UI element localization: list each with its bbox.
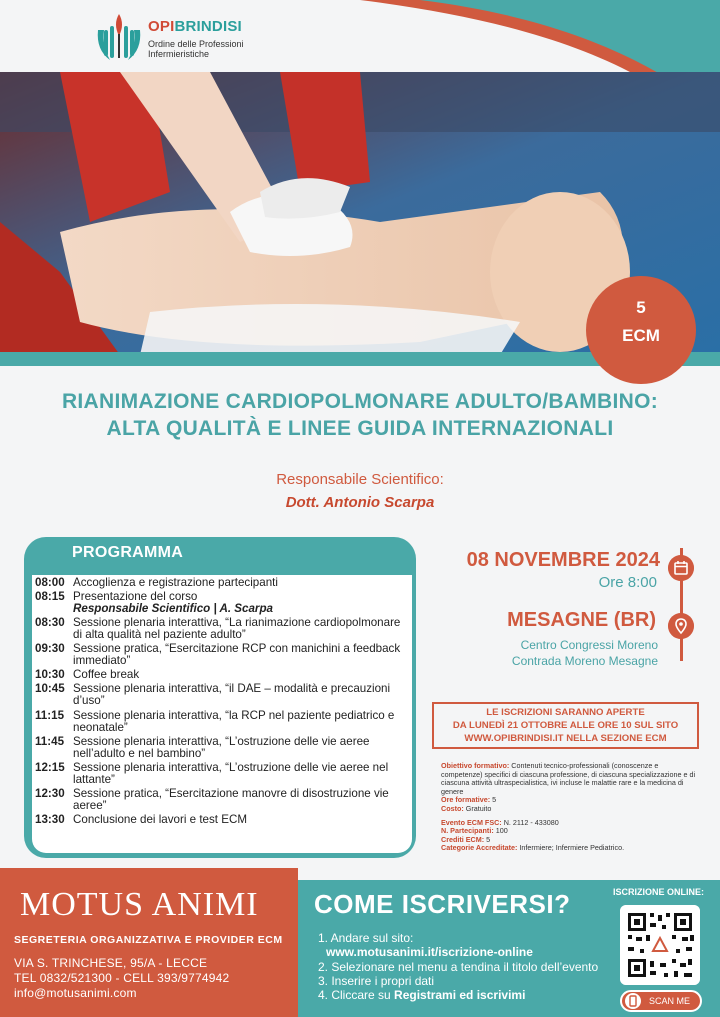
organizer-subtitle: SEGRETERIA ORGANIZZATIVA E PROVIDER ECM [14,934,283,946]
organizer-logo: MOTUS ANIMI [20,886,259,923]
phone-icon [625,993,641,1009]
responsible-name: Dott. Antonio Scarpa [285,494,435,511]
programme-item: 10:45 Sessione plenaria interattiva, “il DAE – modalità e precauzioni d’uso” [35,682,391,708]
online-label: ISCRIZIONE ONLINE: [613,887,705,897]
opi-logo [92,10,272,68]
responsible-label: Responsabile Scientifico: [276,471,444,488]
organizer-address: VIA S. TRINCHESE, 95/A - LECCE [14,956,208,970]
step-2: 2. Selezionare nel menu a tendina il titolo dell’evento [318,959,599,974]
organizer-email[interactable]: info@motusanimi.com [14,986,137,1000]
programme-item: 08:30 Sessione plenaria interattiva, “La rianimazione cardiopolmonare di alta qualità nel paziente adulto” [35,616,401,642]
step-1-url[interactable]: www.motusanimi.it/iscrizione-online [326,945,533,960]
logo-subtitle: Ordine delle Professioni Infermieristiche [148,39,244,59]
opi-logo-icon [92,10,146,66]
info-categories: Categorie Accreditate: Infermiere; Infermiere Pediatrico. [441,843,625,853]
programme-item: 13:30 Conclusione dei lavori e test ECM [35,812,247,826]
programme-panel [24,537,416,858]
step-3: 3. Inserire i propri dati [318,973,435,988]
programme-item: 11:15 Sessione plenaria interattiva, “la RCP nel paziente pediatrico e neonatale” [35,708,395,734]
how-to-heading: COME ISCRIVERSI? [314,889,571,919]
logo-name: OPIBRINDISI [148,18,242,35]
scan-me-button[interactable]: SCAN ME [620,990,702,1012]
event-venue: Centro Congressi Moreno Contrada Moreno Mesagne [511,638,658,668]
programme-item: 08:00 Accoglienza e registrazione partecipanti [35,576,278,589]
qr-code[interactable] [620,905,700,985]
organizer-contacts [14,956,229,1001]
ecm-badge: 5 ECM [586,276,696,384]
registration-notice: LE ISCRIZIONI SARANNO APERTE DA LUNEDÌ 21 OTTOBRE ALLE ORE 10 SUL SITO WWW.OPIBRINDISI.IT NELLA SEZIONE ECM [432,702,699,749]
info-participants: N. Partecipanti: 100 [441,826,508,836]
programme-item: 11:45 Sessione plenaria interattiva, “L’ostruzione delle vie aeree nell’adulto e nel bambino” [35,734,370,760]
how-to-steps [318,931,598,1002]
organizer-phone: TEL 0832/521300 - CELL 393/9774942 [14,971,230,985]
step-1: 1. Andare sul sito: [318,931,414,945]
info-objective: Obiettivo formativo: Contenuti tecnico-professionali (conoscenze e competenze) specifici di ciascuna professione, di ciascuna specializzazione e di ciascuna attività ultraspecialistica, ivi incluse le malattie rare e la medicina di genere [441,761,696,796]
programme-item: 08:15 Presentazione del corso Responsabile Scientifico | A. Scarpa [35,590,273,616]
info-hours: Ore formative: 5 [441,795,497,805]
event-hour: Ore 8:00 [598,574,657,591]
step-4: 4. Cliccare su Registrami ed iscrivimi [318,988,526,1003]
ecm-info [441,762,696,853]
calendar-icon [668,555,694,581]
programme-item: 10:30 Coffee break [35,668,140,682]
location-pin-icon [668,613,694,639]
event-date: 08 NOVEMBRE 2024 [466,549,660,571]
info-cost: Costo: Gratuito [441,803,492,813]
info-event: Evento ECM FSC: N. 2112 - 433080 [441,817,559,827]
programme-item: 09:30 Sessione pratica, “Esercitazione RCP con manichini a feedback immediato” [35,642,401,668]
programme-heading: PROGRAMMA [72,544,184,561]
event-city: MESAGNE (BR) [507,609,656,631]
programme-item: 12:15 Sessione plenaria interattiva, “L’ostruzione delle vie aeree nel lattante” [35,760,389,786]
course-title: RIANIMAZIONE CARDIOPOLMONARE ADULTO/BAMBINO: ALTA QUALITÀ E LINEE GUIDA INTERNAZIONALI [61,390,659,440]
programme-list [35,577,411,828]
programme-item: 12:30 Sessione pratica, “Esercitazione manovre di disostruzione vie aeree” [35,786,389,812]
info-credits: Crediti ECM: 5 [441,834,491,844]
